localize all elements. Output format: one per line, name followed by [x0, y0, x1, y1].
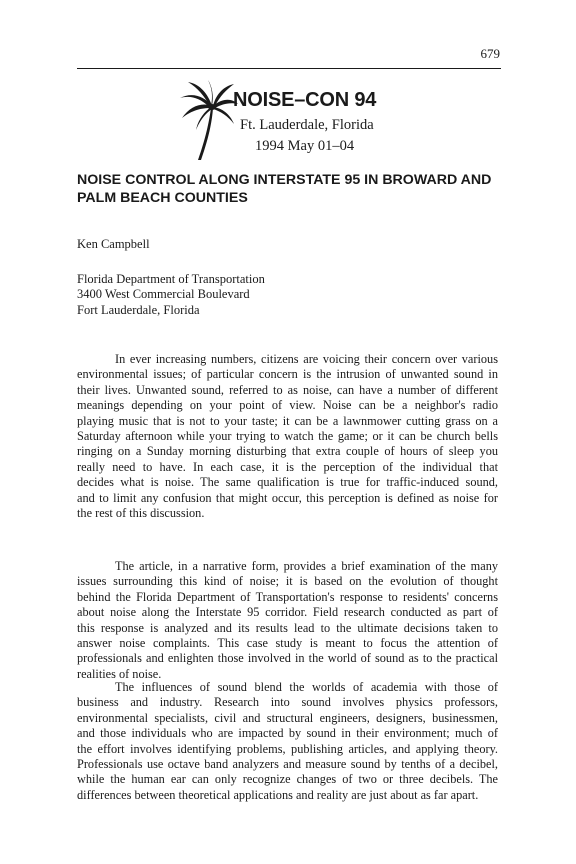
text-line: The article, in a narrative form, provides a brief examination of the many	[115, 559, 498, 573]
body-paragraph-2	[77, 559, 498, 682]
text-line: about noise along the Interstate 95 corridor. Field research conducted as part of	[77, 605, 498, 620]
text-line: the effort involves identifying problems, publishing articles, and applying theory.	[77, 741, 498, 756]
text-line: meanings depending on your point of view. Noise can be a neighbor's radio	[77, 398, 498, 413]
affiliation-street: 3400 West Commercial Boulevard	[77, 287, 250, 302]
text-line: and to limit any confusion that might occur, this perception is defined as noise for	[77, 490, 498, 505]
palm-tree-logo	[178, 78, 238, 162]
text-line: decides what is noise. The same qualification is true for traffic-induced sound,	[77, 475, 498, 490]
text-line: environmental specialists, civil and structural engineers, designers, businessmen,	[77, 710, 498, 725]
text-line: this response is analyzed and its results lead to the ultimate decisions taken to	[77, 620, 498, 635]
text-line: The influences of sound blend the worlds of academia with those of	[115, 680, 498, 694]
text-line: environmental issues; of particular concern is the intrusion of unwanted sound in	[77, 367, 498, 382]
text-line: issues surrounding this kind of noise; it is based on the evolution of thought	[77, 574, 498, 589]
text-line: Professionals use octave band analyzers and measure sound by tenths of a decibel,	[77, 757, 498, 772]
author-name: Ken Campbell	[77, 237, 150, 251]
paragraph-text	[77, 559, 498, 682]
text-line: business and industry. Research into sound involves physics professors,	[77, 695, 498, 710]
conference-dates: 1994 May 01–04	[255, 138, 355, 154]
body-paragraph-3	[77, 680, 498, 803]
paper-title: NOISE CONTROL ALONG INTERSTATE 95 IN BROWARD AND PALM BEACH COUNTIES	[77, 172, 492, 206]
paragraph-text	[77, 680, 498, 803]
conference-location: Ft. Lauderdale, Florida	[240, 117, 374, 133]
paragraph-text	[77, 352, 498, 521]
text-line: In ever increasing numbers, citizens are voicing their concern over various	[115, 352, 498, 366]
text-line: answer noise complaints. This case study is meant to focus the attention of	[77, 636, 498, 651]
text-line: differences between theoretical applications and reality are just about as far apart.	[77, 787, 479, 802]
text-line: their lives. Unwanted sound, referred to as noise, can have a number of different	[77, 382, 498, 397]
text-line: playing music that is not to your taste; it can be a lawnmower cutting grass on a	[77, 413, 498, 428]
affiliation	[77, 272, 265, 318]
text-line: the rest of this discussion.	[77, 506, 205, 521]
page-number: 679	[480, 46, 500, 61]
header-rule	[77, 68, 501, 69]
text-line: realities of noise.	[77, 666, 162, 681]
text-line: Saturday afternoon while your trying to watch the game; or it can be church bells	[77, 429, 498, 444]
conference-name: NOISE–CON 94	[233, 89, 377, 111]
body-paragraph-1	[77, 352, 498, 521]
text-line: ringing on a Sunday morning disturbing that extra couple of hours of sleep you	[77, 444, 498, 459]
affiliation-organization: Florida Department of Transportation	[77, 272, 265, 286]
text-line: professionals and enlighten those involved in the world of sound as to the practical	[77, 651, 498, 666]
text-line: while the human ear can only recognize changes of two or three decibels. The	[77, 772, 498, 787]
affiliation-city: Fort Lauderdale, Florida	[77, 302, 200, 317]
text-line: and those individuals who are impacted by sound in their environment; much of	[77, 726, 498, 741]
text-line: really need to have. In each case, it is the perception of the individual that	[77, 459, 498, 474]
text-line: behind the Florida Department of Transportation's response to residents' concerns	[77, 589, 498, 604]
